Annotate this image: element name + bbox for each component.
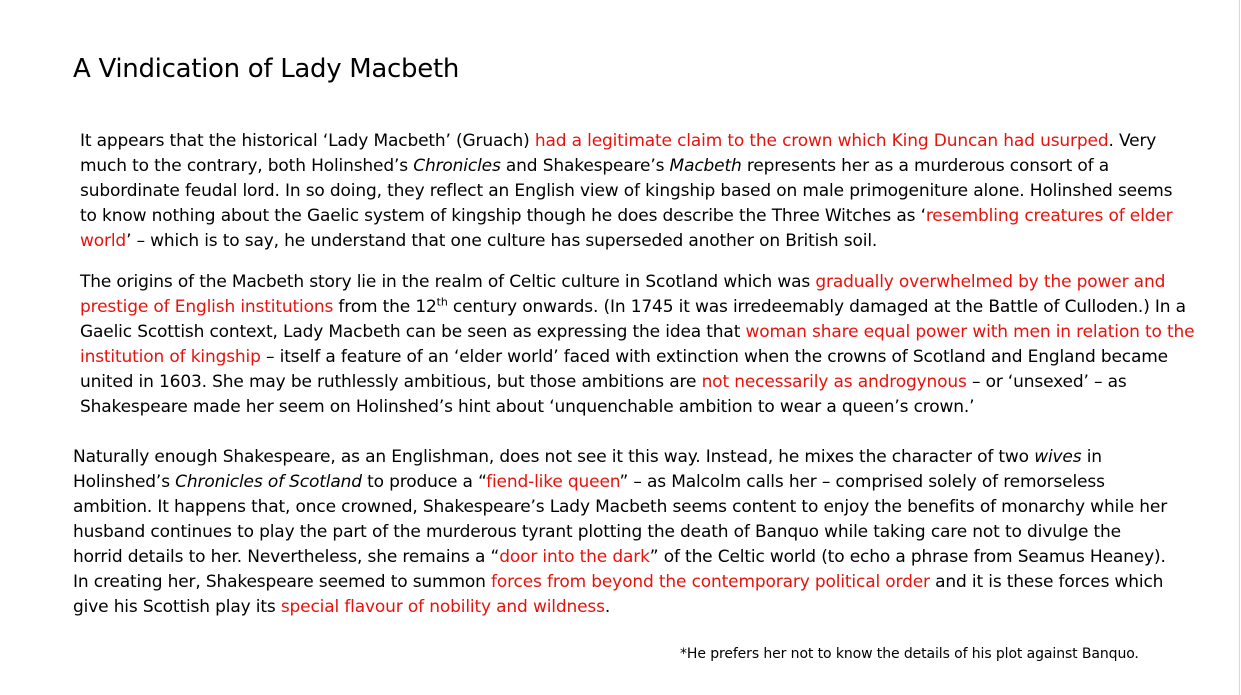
text-run: to produce a “: [361, 472, 487, 492]
superscript-th: th: [436, 295, 448, 309]
italic-wives: wives: [1034, 447, 1082, 467]
text-run: from the 12: [333, 297, 437, 317]
text-run: and Shakespeare’s: [500, 156, 670, 176]
text-run: Naturally enough Shakespeare, as an Englishman, does not see it this way. Instead, he mixes the character of two: [73, 447, 1035, 467]
text-run: represents her as a murderous consort of a subordinate feudal lord. In so doing, they reflect an English view of kingship based on male primogeniture alone. Holinshed seems to know nothing about the Gaelic system of kingship though he does describe the Three Witches as ‘: [80, 156, 1173, 226]
highlight-english-institutions: gradually overwhelmed by the power and prestige of English institutions: [80, 272, 1166, 317]
highlight-elder-world: resembling creatures of elder world: [80, 206, 1173, 251]
highlight-fiend-like-queen: fiend-like queen: [486, 472, 620, 492]
paragraph-historical-gruach: [80, 129, 1180, 254]
slide-edge-divider: [1239, 0, 1240, 695]
text-run: The origins of the Macbeth story lie in the realm of Celtic culture in Scotland which was: [80, 272, 816, 292]
text-run: – itself a feature of an ‘elder world’ faced with extinction when the crowns of Scotland and England became united in 1603. She may be ruthlessly ambitious, but those ambitions are: [80, 347, 1168, 392]
text-run: . Very much to the contrary, both Holinshed’s: [80, 131, 1157, 176]
text-run: It appears that the historical ‘Lady Macbeth’ (Gruach): [80, 131, 535, 151]
text-run: .: [604, 597, 611, 617]
paragraph-shakespeare-view: [73, 445, 1173, 620]
title-chronicles: Chronicles: [413, 156, 501, 176]
highlight-equal-power: woman share equal power with men in relation to the institution of kingship: [80, 322, 1195, 367]
text-run: ’ – which is to say, he understand that one culture has superseded another on British soil.: [126, 231, 878, 251]
text-run: and it is these forces which give his Scottish play its: [73, 572, 1164, 617]
text-run: ” – as Malcolm calls her – comprised solely of remorseless ambition. It happens that, once crowned, Shakespeare’s Lady Macbeth seems content to enjoy the benefits of monarchy while her husband continues to play the part of the murderous tyrant plotting the death of Banquo while taking care not to divulge the horrid details to her. Nevertheless, she remains a “: [73, 472, 1168, 567]
highlight-forces-beyond: forces from beyond the contemporary political order: [491, 572, 930, 592]
highlight-door-into-the-dark: door into the dark: [499, 547, 650, 567]
text-run: – or ‘unsexed’ – as Shakespeare made her seem on Holinshed’s hint about ‘unquenchable ambition to wear a queen’s crown.’: [80, 372, 1127, 417]
highlight-legitimate-claim: had a legitimate claim to the crown which King Duncan had usurped: [534, 131, 1109, 151]
text-run: century onwards. (In 1745 it was irredeemably damaged at the Battle of Culloden.) In a Gaelic Scottish context, Lady Macbeth can be seen as expressing the idea that: [80, 297, 1186, 342]
text-run: ” of the Celtic world (to echo a phrase from Seamus Heaney). In creating her, Shakespeare seemed to summon: [73, 547, 1166, 592]
footnote: *He prefers her not to know the details of his plot against Banquo.: [680, 646, 1139, 662]
slide-title: A Vindication of Lady Macbeth: [73, 54, 460, 84]
highlight-nobility-wildness: special flavour of nobility and wildness: [280, 597, 605, 617]
paragraph-celtic-origins: [80, 270, 1200, 420]
text-run: in Holinshed’s: [73, 447, 1102, 492]
title-macbeth: Macbeth: [669, 156, 742, 176]
highlight-not-androgynous: not necessarily as androgynous: [701, 372, 967, 392]
title-chronicles-of-scotland: Chronicles of Scotland: [175, 472, 362, 492]
